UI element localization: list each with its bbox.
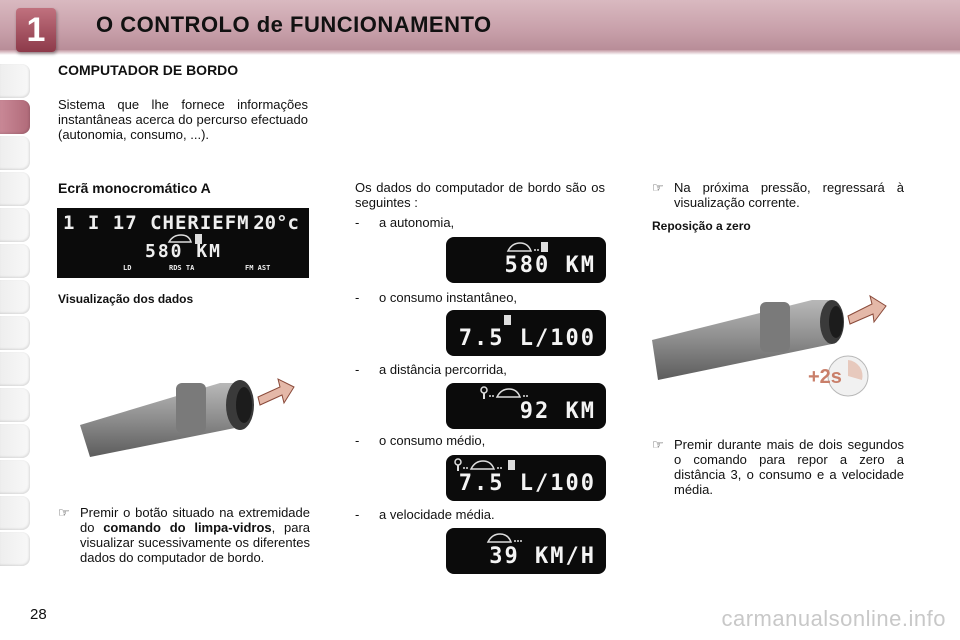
data-list-intro: Os dados do computador de bordo são os seguintes : bbox=[355, 180, 605, 210]
car-fuel-icon bbox=[506, 240, 550, 254]
reset-subtitle: Reposição a zero bbox=[652, 219, 751, 233]
display-title: Ecrã monocromático A bbox=[58, 180, 211, 196]
wiper-control-name: comando do limpa-vidros bbox=[103, 520, 272, 535]
distance-value: 92 KM bbox=[519, 399, 596, 424]
wiper-stalk-reset-illustration bbox=[652, 290, 902, 405]
chapter-tab[interactable] bbox=[0, 352, 30, 386]
display-range: 580 KM bbox=[145, 241, 223, 262]
instant-consumption-display bbox=[446, 310, 606, 356]
chapter-tab[interactable] bbox=[0, 64, 30, 98]
data-item-distance: - a distância percorrida, bbox=[355, 362, 507, 377]
key-car-fuel-icon bbox=[454, 458, 524, 472]
hand-pointer-icon: ☞ bbox=[652, 437, 664, 452]
chapter-tab-active[interactable] bbox=[0, 100, 30, 134]
chapter-tab[interactable] bbox=[0, 136, 30, 170]
data-item-average-speed: - a velocidade média. bbox=[355, 507, 495, 522]
press-button-instruction: ☞ Premir o botão situado na extremidade do comando do limpa-vidros, para visualizar sucessivamente os diferentes dados do computador de bordo. bbox=[58, 505, 311, 565]
chapter-tab[interactable] bbox=[0, 172, 30, 206]
distance-display bbox=[446, 383, 606, 429]
chapter-tab[interactable] bbox=[0, 460, 30, 494]
section-intro: Sistema que lhe fornece informações instantâneas acerca do percurso efectuado (autonomia, consumo, ...). bbox=[58, 97, 308, 142]
chapter-tabs bbox=[0, 64, 32, 576]
chapter-tab[interactable] bbox=[0, 316, 30, 350]
average-consumption-display bbox=[446, 455, 606, 501]
range-display bbox=[446, 237, 606, 283]
page-title: O CONTROLO de FUNCIONAMENTO bbox=[96, 12, 492, 37]
display-temperature: 20°c bbox=[253, 212, 299, 234]
hand-pointer-icon: ☞ bbox=[58, 505, 70, 520]
key-car-icon bbox=[480, 386, 530, 400]
instant-consumption-value: 7.5 L/100 bbox=[458, 326, 596, 351]
wiper-stalk-illustration bbox=[80, 365, 300, 465]
average-speed-display bbox=[446, 528, 606, 574]
fuel-pump-icon bbox=[502, 313, 514, 327]
chapter-tab[interactable] bbox=[0, 532, 30, 566]
display-indicator-fm: FM AST bbox=[245, 264, 271, 272]
monochrome-display bbox=[57, 208, 309, 278]
average-speed-value: 39 KM/H bbox=[489, 544, 596, 569]
chapter-tab[interactable] bbox=[0, 244, 30, 278]
chapter-tab[interactable] bbox=[0, 280, 30, 314]
chapter-tab[interactable] bbox=[0, 208, 30, 242]
page-number: 28 bbox=[30, 606, 47, 623]
chapter-tab[interactable] bbox=[0, 388, 30, 422]
data-view-subtitle: Visualização dos dados bbox=[58, 292, 194, 306]
chapter-tab[interactable] bbox=[0, 496, 30, 530]
header-shadow bbox=[0, 50, 960, 55]
next-press-instruction: ☞ Na próxima pressão, regressará à visualização corrente. bbox=[652, 180, 904, 210]
hand-pointer-icon: ☞ bbox=[652, 180, 664, 195]
range-value: 580 KM bbox=[504, 253, 596, 278]
data-item-instant-consumption: - o consumo instantâneo, bbox=[355, 290, 518, 305]
car-icon bbox=[486, 531, 526, 545]
reset-instruction: ☞ Premir durante mais de dois segundos o comando para repor a zero a distância 3, o consumo e a velocidade média. bbox=[652, 437, 904, 497]
section-title: COMPUTADOR DE BORDO bbox=[58, 62, 239, 78]
chapter-number: 1 bbox=[16, 8, 56, 52]
average-consumption-value: 7.5 L/100 bbox=[458, 471, 596, 496]
display-radio-text: 1 I 17 CHERIEFM bbox=[63, 212, 250, 234]
chapter-tab[interactable] bbox=[0, 424, 30, 458]
data-item-range: - a autonomia, bbox=[355, 215, 455, 230]
display-indicator-ld: LD bbox=[123, 264, 132, 272]
display-indicator-rds: RDS TA bbox=[169, 264, 195, 272]
timer-label: +2s bbox=[808, 366, 842, 388]
data-item-average-consumption: - o consumo médio, bbox=[355, 433, 486, 448]
watermark: carmanualsonline.info bbox=[721, 606, 946, 631]
